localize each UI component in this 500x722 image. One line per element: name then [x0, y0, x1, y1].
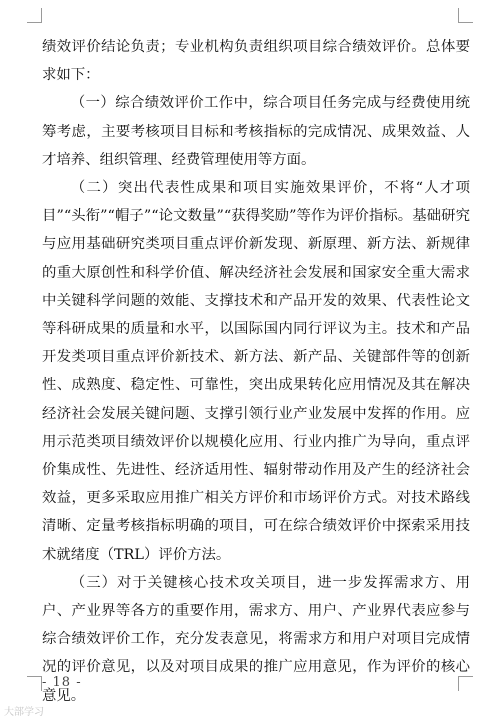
document-body — [42, 33, 470, 710]
paragraph-intro: 绩效评价结论负责；专业机构负责组织项目综合绩效评价。总体要求如下： — [42, 39, 470, 84]
paragraph-item-2: （二）突出代表性成果和项目实施效果评价，不将“人才项目”“头衔”“帽子”“论文数量”“获得奖励”等作为评价指标。基础研究与应用基础研究类项目重点评价新发现、新原理、新方法、新规律的重大原创性和科学价值、解决经济社会发展和国家安全重大需求中关键科学问题的效能、支撑技术和产品开发的效果、代表性论文等科研成果的质量和水平，以国际国内同行评议为主。技术和产品开发类项目重点评价新技术、新方法、新产品、关键部件等的创新性、成熟度、稳定性、可靠性，突出成果转化应用情况及其在解决经济社会发展关键问题、支撑引领行业产业发展中发挥的作用。应用示范类项目绩效评价以规模化应用、行业内推广为导向，重点评价集成性、先进性、经济适用性、辐射带动作用及产生的经济社会效益，更多采取应用推广相关方评价和市场评价方式。对技术路线清晰、定量考核指标明确的项目，可在综合绩效评价中探索采用技术就绪度（TRL）评价方法。 — [42, 180, 470, 563]
crop-mark-top-right — [458, 8, 473, 23]
crop-mark-bottom-left — [27, 676, 42, 691]
paragraph-item-3: （三）对于关键核心技术攻关项目，进一步发挥需求方、用户、产业界等各方的重要作用，需求方、用户、产业界代表应参与综合绩效评价工作，充分发表意见，将需求方和用户对项目完成情况的评价意见，以及对项目成果的推广应用意见，作为评价的核心意见。 — [42, 574, 470, 704]
watermark-text: 大部学习 — [4, 707, 44, 718]
page-number: - 18 - — [42, 675, 82, 690]
paragraph-item-1: （一）综合绩效评价工作中，综合项目任务完成与经费使用统筹考虑，主要考核项目目标和考核指标的完成情况、成果效益、人才培养、组织管理、经费管理使用等方面。 — [42, 95, 470, 168]
crop-mark-top-left — [27, 8, 42, 23]
